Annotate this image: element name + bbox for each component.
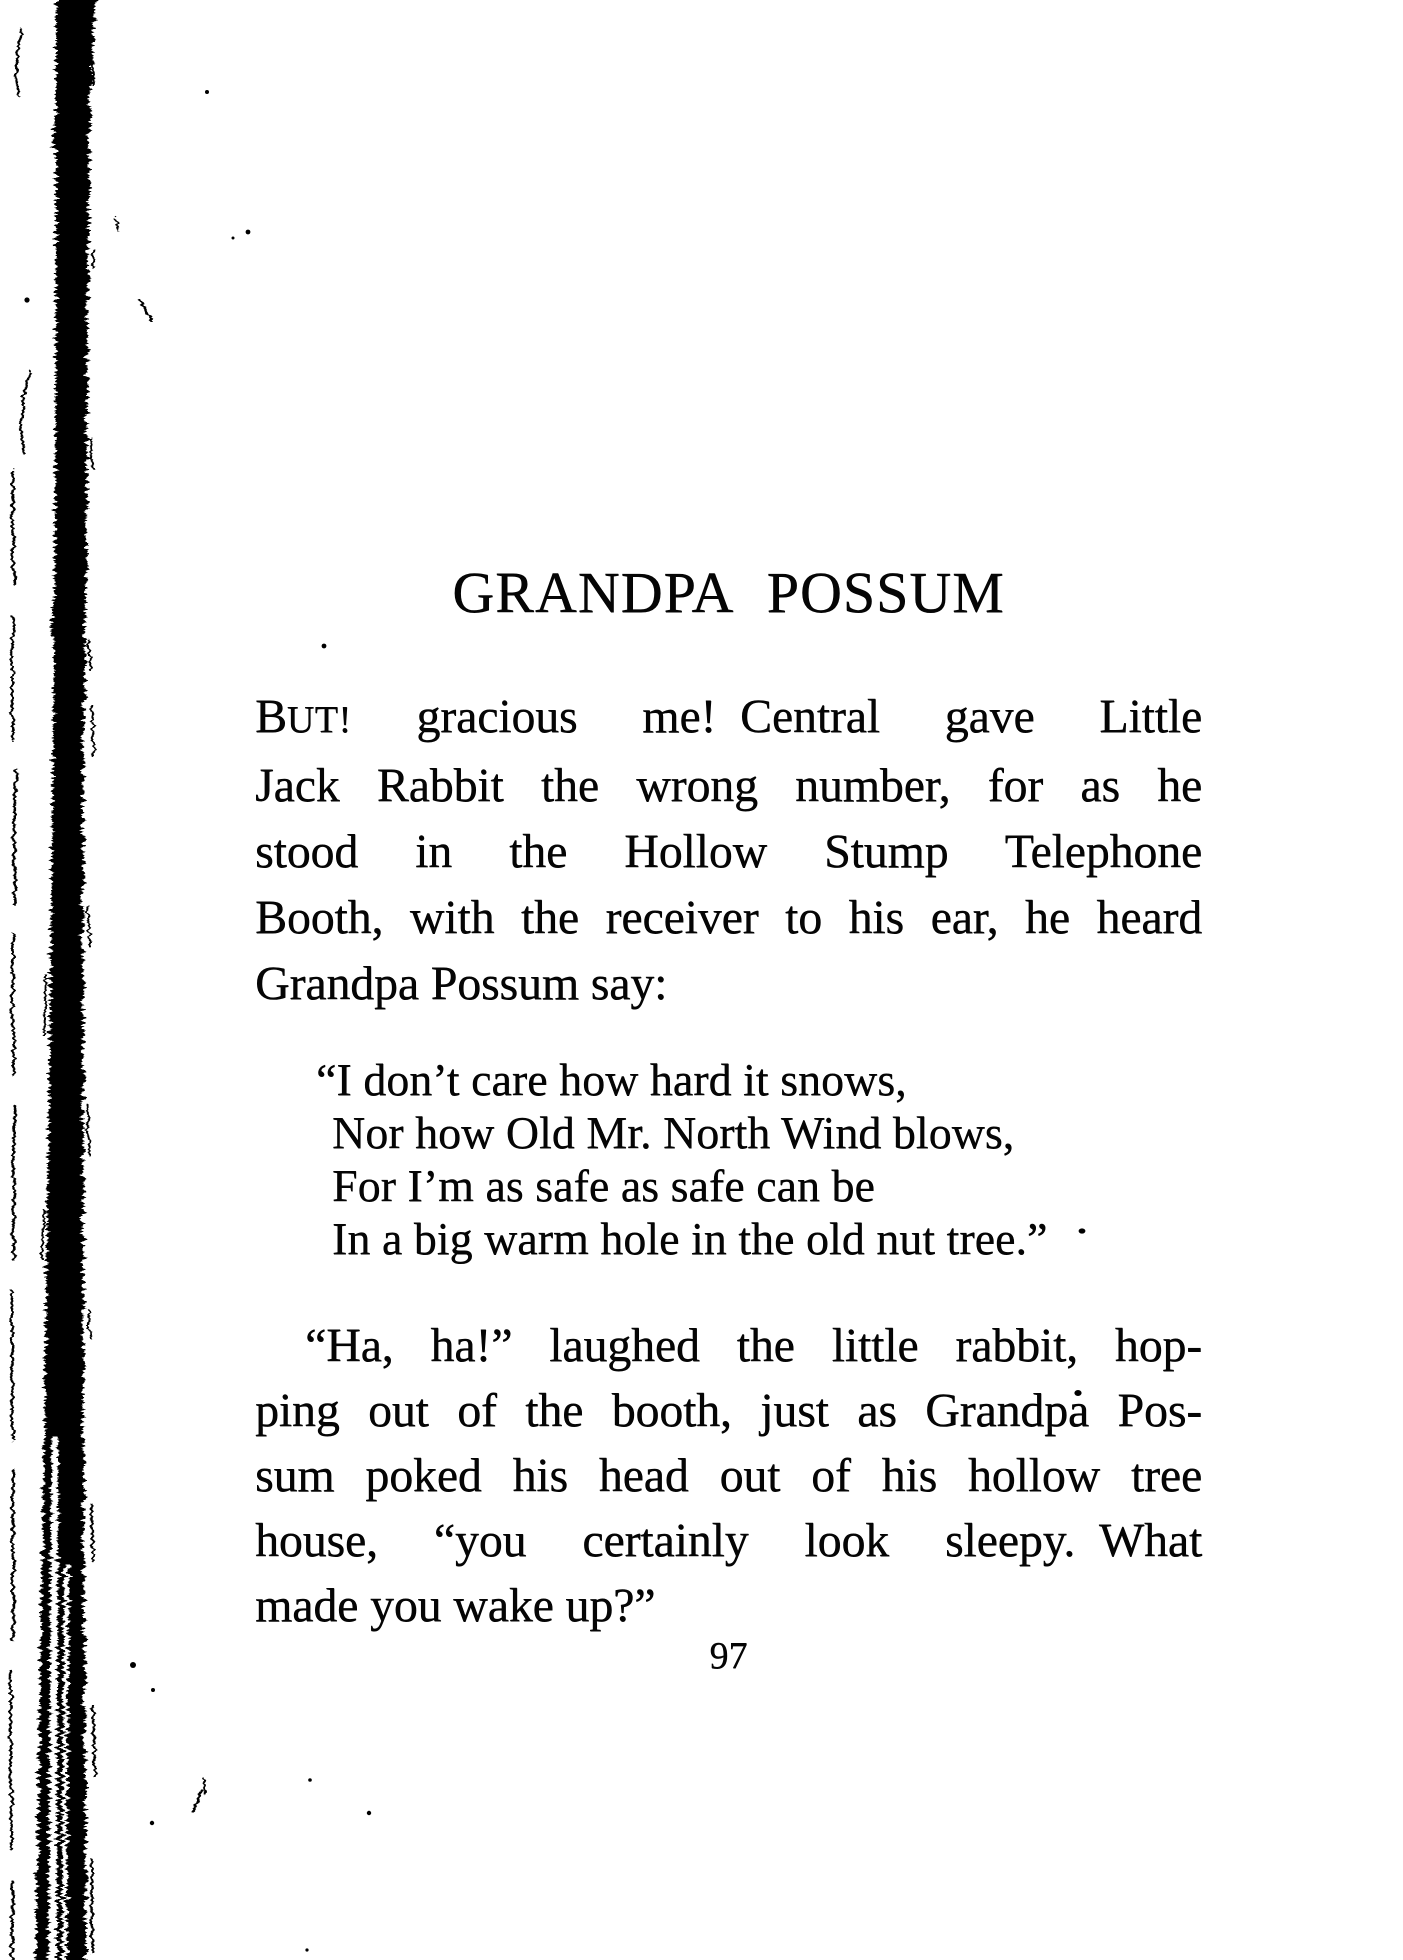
lead-capital: B [255,690,287,743]
text-line: Grandpa Possum say: [255,957,668,1010]
text-line: sum poked his head out of his hollow tree [255,1449,1202,1502]
verse [316,1053,1232,1265]
text-line: ping out of the booth, just as Grandpa Pos- [255,1384,1202,1437]
verse-line: “I don’t care how hard it snows, [316,1054,907,1105]
text-line: house, “you certainly look sleepy. What [255,1514,1202,1567]
paragraph-2 [255,1313,1202,1638]
paragraph-1 [255,684,1202,1017]
text-line: Jack Rabbit the wrong number, for as he [255,759,1202,812]
text-line: “Ha, ha!” laughed the little rabbit, hop- [305,1319,1202,1372]
page-number: 97 [709,1635,748,1677]
text-line [255,684,1202,753]
text-line: Booth, with the receiver to his ear, he heard [255,891,1202,944]
text-line-rest: gracious me! Central gave Little [351,690,1202,743]
verse-line: In a big warm hole in the old nut tree.” [332,1213,1048,1264]
text-line: stood in the Hollow Stump Telephone [255,825,1202,878]
chapter-title: GRANDPA POSSUM [452,560,1005,625]
verse-line: For I’m as safe as safe can be [332,1160,875,1211]
lead-small-caps: UT! [286,699,352,741]
text-line: made you wake up?” [255,1579,656,1632]
binding-stripe [35,0,98,1960]
verse-line: Nor how Old Mr. North Wind blows, [332,1107,1015,1158]
